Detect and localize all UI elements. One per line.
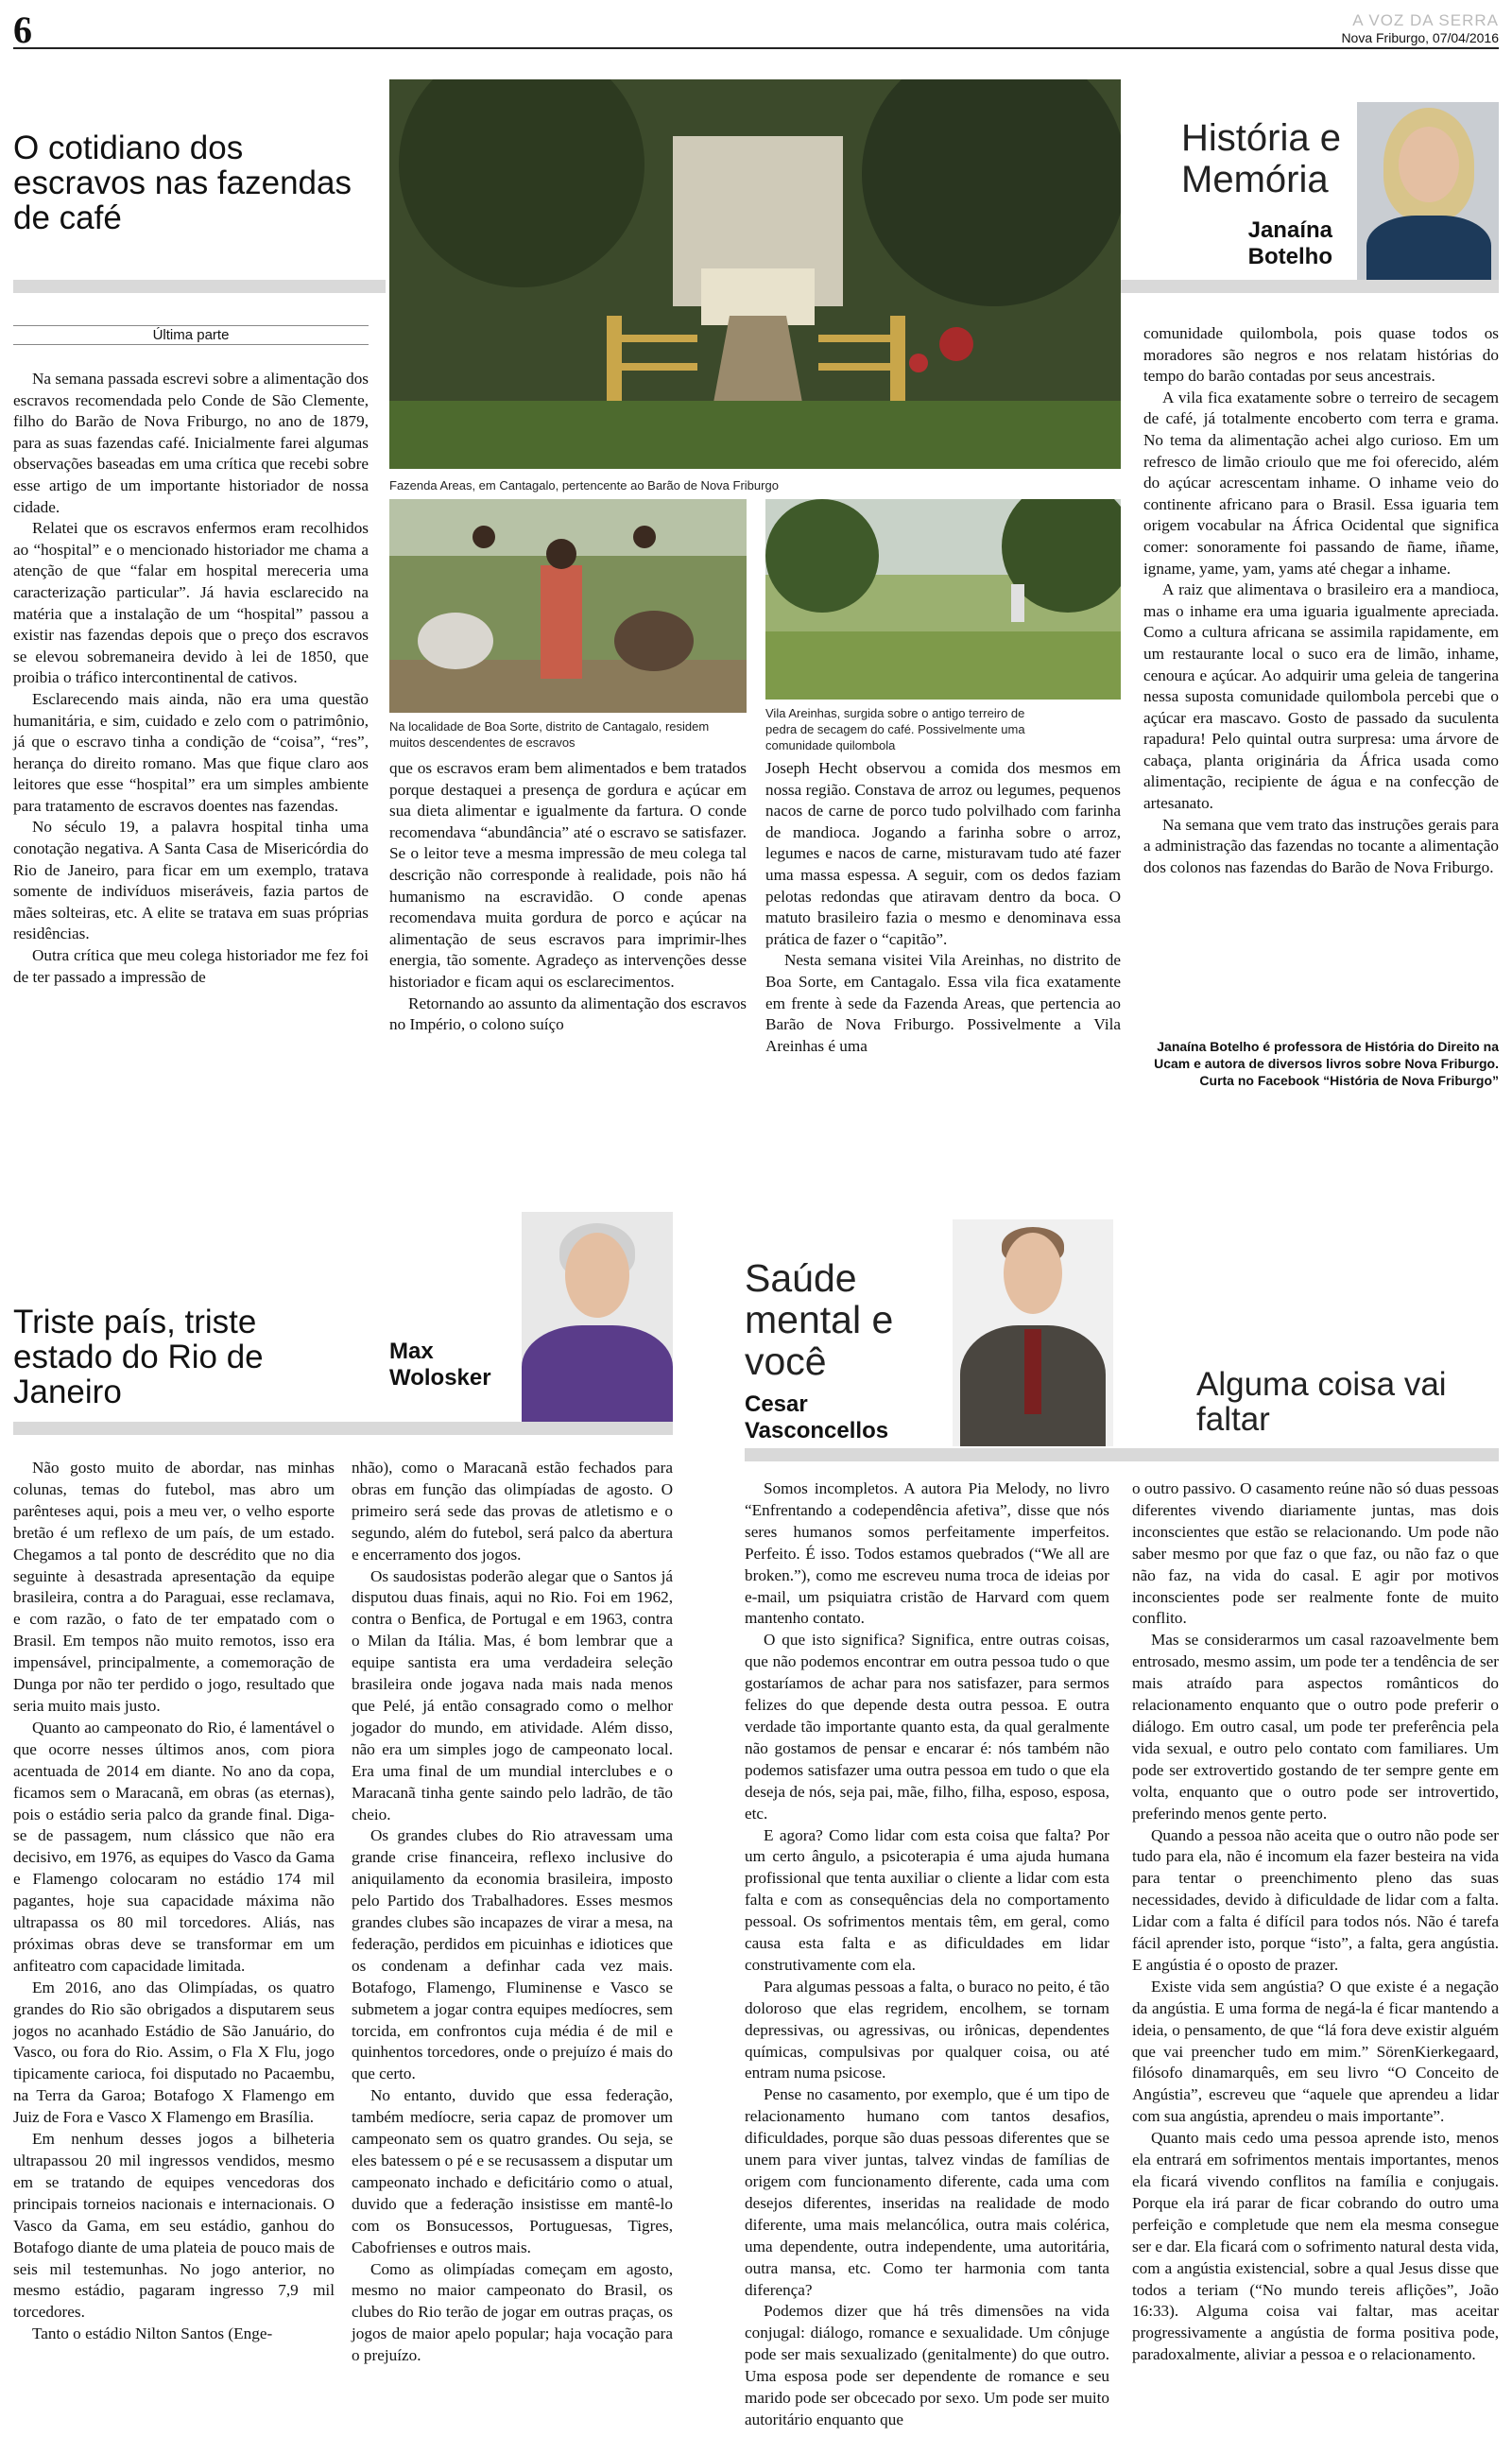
article2-column-2 bbox=[352, 1458, 673, 2367]
paragraph: Os saudosistas poderão alegar que o Santos já disputou duas finais, aqui no Rio. Foi em 1962, contra o Benfica, de Portugal e em 1963, contra o Milan da Itália. Mas, é bom lembrar que a equipe santista era uma verdadeira seleção brasileira onde jogava nada mais nada menos que Pelé, já então consagrado como o melhor jogador do mundo, em atividade. Além disso, não era um simples jogo de campeonato local. Era uma final de um mundial interclubes e o Maracanã tinha gente saindo pelo ladrão, de tão cheio. bbox=[352, 1566, 673, 1823]
paragraph: A raiz que alimentava o brasileiro era a mandioca, mas o inhame era uma iguaria igualmente apreciada. Como a cultura africana se assimila rapidamente, em um restaurante local o suco era de limão, inhame, cenoura e açúcar. Ao adquirir uma geleia de tangerina nessa suposta comunidade quilombola percebi que o açúcar era mascavo. Gosto de passado da suculenta rapadura! Pelo quintal outra surpresa: uma árvore de cabaça, planta originária da África usada como alimentação, recipiente de água e na confecção de artesanato. bbox=[1143, 580, 1499, 813]
article-title: Triste país, triste estado do Rio de Janeiro bbox=[13, 1304, 264, 1410]
paragraph: Quando a pessoa não aceita que o outro não pode ser tudo para ela, não é incomum ela fazer besteira na vida para tentar o preenchimento pleno das suas necessidades, devido à dificuldade de lidar com a falta. Lidar com a falta é difícil para todos nós. Não é tarefa fácil aprender isto, porque “isto”, a falta, gera angústia. E angústia é o oposto de prazer. bbox=[1132, 1825, 1499, 1974]
author-portrait-photo bbox=[1357, 102, 1499, 280]
paragraph: Joseph Hecht observou a comida dos mesmos em nossa região. Constava de arroz ou legumes, pequenos nacos de carne de porco tudo polvilhado com farinha de mandioca. Jogando a farinha sobre o arroz, legumes e nacos de carne, misturavam tudo até fazer uma massa espessa. A seguir, com os dedos faziam pelotas redondas que atiravam dentro da boca. O matuto brasileiro fazia o mesmo e denominava essa prática de fazer o “capitão”. bbox=[765, 759, 1121, 948]
paragraph: Mas se considerarmos um casal razoavelmente bem entrosado, mesmo assim, um pode ter a tendência de ser mais atraído para aspectos românticos do relacionamento enquanto que o outro pode preferir o diálogo. Em outro casal, um pode ter preferência pela vida sexual, e outro pelo contato com familiares. Um pode ser extrovertido gostando de ter sempre gente em volta, enquanto que o outro pode ser introvertido, preferindo menos gente perto. bbox=[1132, 1631, 1499, 1823]
newspaper-brand: A VOZ DA SERRA bbox=[1352, 11, 1499, 29]
author-portrait-photo bbox=[953, 1219, 1113, 1446]
paragraph: Quanto ao campeonato do Rio, é lamentável o que ocorre nesses últimos anos, com piora acentuada de 2014 em diante. No ano da copa, ficamos sem o Maracanã, em obras (as eternas), pois o estádio seria palco da grande final. Diga-se de passagem, num clássico que não era decisivo, em 1976, as equipes do Vasco da Gama e Flamengo colocaram no estádio 174 mil pagantes, hoje sua capacidade máxima não ultrapassa os 80 mil torcedores. Aliás, nas próximas obras deve se transformar em um anfiteatro com capacidade limitada. bbox=[13, 1718, 335, 1975]
paragraph: Para algumas pessoas a falta, o buraco no peito, é tão doloroso que elas regridem, encolhem, se tornam depressivas, ou agressivas, ou irônicas, dependentes químicas, compulsivas por qualquer coisa, ou até entram numa psicose. bbox=[745, 1977, 1109, 2082]
title-bar-right bbox=[1121, 280, 1499, 293]
article1-column-2 bbox=[389, 758, 747, 1036]
photo-fazenda-areas bbox=[389, 79, 1121, 469]
paragraph: E agora? Como lidar com esta coisa que falta? Por um certo ângulo, a psicoterapia é uma ajuda humana profissional que tenta auxiliar o cliente a lidar com esta falta e com as consequências dela no comportamento pessoal. Os sofrimentos mentais têm, em geral, como causa esta falta e as dificuldades em lidar construtivamente com ela. bbox=[745, 1825, 1109, 1974]
paragraph: Quanto mais cedo uma pessoa aprende isto, menos ela entrará em sofrimentos mentais importantes, menos ela ficará vivendo conflitos na família e conjugais. Porque ela irá parar de ficar cobrando do outro uma perfeição e completude que nem ela mesma consegue ser e dar. Ela ficará com o sofrimento natural desta vida, com a angústia existencial, sobre a qual Jesus disse que todos a teriam (“No mundo tereis aflições”, João 16:33). Alguma coisa vai faltar, mas aceitar progressivamente a angústia de forma positiva pode, paradoxalmente, aliviar a pessoa e o relacionamento. bbox=[1132, 2129, 1499, 2364]
article3-column-1 bbox=[745, 1478, 1109, 2431]
photo-left-caption: Na localidade de Boa Sorte, distrito de Cantagalo, residem muitos descendentes de escravos bbox=[389, 719, 710, 750]
author-name: Max Wolosker bbox=[389, 1339, 491, 1391]
paragraph: Somos incompletos. A autora Pia Melody, no livro “Enfrentando a codependência afetiva”, disse que nós seres humanos somos perfeitamente imperfeitos. Perfeito. É isso. Todos estamos quebrados (“We all are broken.”), como me escreveu numa troca de ideias por e-mail, um psiquiatra cristão de Harvard com quem mantenho contato. bbox=[745, 1479, 1109, 1628]
paragraph: Outra crítica que meu colega historiador me fez foi de ter passado a impressão de bbox=[13, 946, 369, 986]
photo-boa-sorte bbox=[389, 499, 747, 713]
paragraph: Na semana que vem trato das instruções gerais para a administração das fazendas no tocante a alimentação dos colonos nas fazendas do Barão de Nova Friburgo. bbox=[1143, 815, 1499, 876]
section-title: História e Memória bbox=[1181, 117, 1341, 200]
people-horses-illustration bbox=[389, 499, 747, 713]
paragraph: No século 19, a palavra hospital tinha uma conotação negativa. A Santa Casa de Misericórdia do Rio de Janeiro, para ficar em um exemplo, tratava somente de indivíduos miseráveis, fazia partos de mães solteiras, etc. A elite se tratava em suas próprias residências. bbox=[13, 818, 369, 943]
article1-column-3 bbox=[765, 758, 1121, 1057]
article3-column-2 bbox=[1132, 1478, 1499, 2366]
paragraph: Em nenhum desses jogos a bilheteria ultrapassou 20 mil ingressos vendidos, mesmo em se tratando de equipes vencedoras dos principais torneios nacionais e internacionais. O Vasco da Gama, em seu estádio, ganhou do Botafogo diante de uma plateia de pouco mais de seis mil testemunhas. No jogo anterior, no mesmo estádio, pagaram ingresso 7,9 mil torcedores. bbox=[13, 2130, 335, 2322]
article-title: Alguma coisa vai faltar bbox=[1196, 1366, 1447, 1438]
photo-main-caption: Fazenda Areas, em Cantagalo, pertencente ao Barão de Nova Friburgo bbox=[389, 478, 779, 493]
masthead bbox=[1341, 11, 1499, 45]
author-portrait-photo bbox=[522, 1212, 673, 1422]
title-bar-left bbox=[13, 280, 386, 293]
farm-gate-illustration bbox=[389, 79, 1121, 469]
paragraph: Não gosto muito de abordar, nas minhas colunas, temas do futebol, mas abro um parênteses aqui, pois a meu ver, o velho esporte bretão é um reflexo de um país, de um estado. Chegamos a tal ponto de descrédito que no dia seguinte à desastrada apresentação da equipe brasileira, contra a do Paraguai, esse reclamava, e com razão, o fato de ter empatado com o Brasil. Em tempos não muito remotos, isso era impensável, principalmente, a comemoração de Dunga por não ter perdido o jogo, resultado que seria muito mais justo. bbox=[13, 1459, 335, 1715]
paragraph: Nesta semana visitei Vila Areinhas, no distrito de Boa Sorte, em Cantagalo. Essa vila fica exatamente em frente à sede da Fazenda Areas, que pertencia ao Barão de Nova Friburgo. Possivelmente a Vila Areinhas é uma bbox=[765, 951, 1121, 1055]
title-bar-article3 bbox=[745, 1448, 1499, 1461]
paragraph: A vila fica exatamente sobre o terreiro de secagem de café, já totalmente encoberto com terra e grama. No tema da alimentação achei algo curioso. Em um refresco de limão crioulo que me foi oferecido, além do açúcar acrescentam inhame. O inhame veio do continente africano para o Brasil. Essa iguaria tem origem vocabular na África Ocidental que significa comer: sonoramente foi passando de ñame, iñame, igname, yame, yam, yams até chegar a inhame. bbox=[1143, 388, 1499, 578]
issue-date: Nova Friburgo, 07/04/2016 bbox=[1341, 30, 1499, 45]
paragraph: nhão), como o Maracanã estão fechados para obras em função das olimpíadas de agosto. O primeiro será sede das provas de atletismo e o segundo, além do futebol, será palco da abertura e encerramento dos jogos. bbox=[352, 1459, 673, 1564]
paragraph: Existe vida sem angústia? O que existe é a negação da angústia. E uma forma de negá-la é ficar mantendo a ideia, o pensamento, de que “lá fora deve existir alguém que vai preencher tudo em mim.” SörenKierkegaard, filósofo dinamarquês, em seu livro “O Conceito de Angústia”, escreveu que “aquele que aprendeu a lidar com sua angústia, aprendeu o mais importante”. bbox=[1132, 1977, 1499, 2126]
paragraph: No entanto, duvido que essa federação, também medíocre, seria capaz de promover um campeonato sem os quatro grandes. Ou seja, se eles batessem o pé e se recusassem a disputar um campeonato inchado e deficitário como o atual, duvido que a federação insistisse em mantê-lo com os Bonsucessos, Portuguesas, Tigres, Cabofrienses e outros mais. bbox=[352, 2086, 673, 2256]
article-title: O cotidiano dos escravos nas fazendas de café bbox=[13, 130, 352, 236]
paragraph: Na semana passada escrevi sobre a alimentação dos escravos recomendada pelo Conde de São Clemente, filho do Barão de Nova Friburgo, no ano de 1879, para as suas fazendas café. Inicialmente farei algumas observações baseadas em uma crítica que recebi sobre esse artigo de um importante historiador de nossa cidade. bbox=[13, 370, 369, 516]
author-name: Janaína Botelho bbox=[1247, 217, 1332, 269]
page-number: 6 bbox=[13, 9, 32, 51]
village-field-illustration bbox=[765, 499, 1121, 700]
paragraph: o outro passivo. O casamento reúne não só duas pessoas diferentes vivendo diariamente juntas, mas dois inconscientes que estão se relacionando. Um pode não saber mesmo por que faz o que faz, ou não faz o que não faz, na vida do casal. E agir por motivos inconscientes pode ser realmente fonte de muito conflito. bbox=[1132, 1479, 1499, 1628]
paragraph: O que isto significa? Significa, entre outras coisas, que não podemos encontrar em outra pessoa tudo o que gostaríamos de achar para nos satisfazer, para sermos felizes do que depende desta outra pessoa. E outra verdade tão importante quanto esta, da qual geralmente não gostamos de pensar e encarar é: nós também não podemos satisfazer uma outra pessoa em tudo o que ela deseja de nós, seja pai, mãe, filho, filha, esposo, esposa, etc. bbox=[745, 1631, 1109, 1823]
paragraph: Retornando ao assunto da alimentação dos escravos no Império, o colono suíço bbox=[389, 994, 747, 1034]
section-title: Saúde mental e você bbox=[745, 1256, 894, 1383]
title-bar-article2 bbox=[13, 1422, 673, 1435]
paragraph: Esclarecendo mais ainda, não era uma questão humanitária, e sim, cuidado e zelo com o patrimônio, já que o escravo tinha a condição de “coisa”, “res”, herança do direito romano. Mas que fique claro aos leitores que esse “hospital” era um simples ambiente para tratamento de escravos doentes nas fazendas. bbox=[13, 689, 369, 815]
article1-column-1 bbox=[13, 369, 369, 988]
paragraph: Os grandes clubes do Rio atravessam uma grande crise financeira, reflexo inclusive do aniquilamento da economia brasileira, imposto pelo Partido dos Trabalhadores. Esses mesmos grandes clubes são incapazes de virar a mesa, na federação, perdidos em picuinhas e idiotices que os condenam a definhar cada vez mais. Botafogo, Flamengo, Fluminense e Vasco se submetem a jogar contra equipes medíocres, sem torcida, em confrontos cuja média é de mil e quinhentos torcedores, onde o prejuízo é mais do que certo. bbox=[352, 1826, 673, 2083]
article2-column-1 bbox=[13, 1458, 335, 2345]
paragraph: Relatei que os escravos enfermos eram recolhidos ao “hospital” e o mencionado historiador me chama a atenção de que “falar em hospital mereceria uma caracterização particular”. Já havia esclarecido na matéria que a instalação de um “hospital” passou a existir nas fazendas depois que o preço dos escravos se elevou sobremaneira devido à lei de 1850, que proibia o tráfico intercontinental de cativos. bbox=[13, 519, 369, 687]
photo-right-caption: Vila Areinhas, surgida sobre o antigo terreiro de pedra de secagem do café. Possivelmente uma comunidade quilombola bbox=[765, 706, 1025, 752]
article1-column-4 bbox=[1143, 323, 1499, 878]
paragraph: que os escravos eram bem alimentados e bem tratados porque destaquei a presença de gordura e açúcar em sua dieta alimentar e igualmente da fartura. O conde recomendava “abundância” até o escravo se satisfazer. Se o leitor teve a mesma impressão de meu colega tal descrição não corresponde à realidade, pois não há humanismo na escravidão. O conde apenas recomendava muita gordura de porco e açúcar na alimentação de seus escravos para imprimir-lhes energia, tão somente. Agradeço as intervenções desse historiador e ficam aqui os esclarecimentos. bbox=[389, 759, 747, 991]
paragraph: Tanto o estádio Nilton Santos (Enge- bbox=[32, 2324, 273, 2343]
paragraph: Em 2016, ano das Olimpíadas, os quatro grandes do Rio são obrigados a disputarem seus jogos no acanhado Estádio de São Januário, do Vasco, ou fora do Rio. Assim, o Fla X Flu, jogo tipicamente carioca, foi disputado no Pacaembu, na Terra da Garoa; Botafogo X Flamengo em Juiz de Fora e Vasco X Flamengo em Brasília. bbox=[13, 1978, 335, 2127]
author-name: Cesar Vasconcellos bbox=[745, 1391, 889, 1443]
subhead: Última parte bbox=[13, 325, 369, 345]
photo-vila-areinhas bbox=[765, 499, 1121, 700]
paragraph: Podemos dizer que há três dimensões na vida conjugal: diálogo, romance e sexualidade. Um cônjuge pode ser mais sexualizado (genitalmente) do que outro. Uma esposa pode ser dependente de romance e seu marido pode ser obcecado por sexo. Um pode ser muito autoritário enquanto que bbox=[745, 2302, 1109, 2428]
paragraph: Pense no casamento, por exemplo, que é um tipo de relacionamento humano com tantos desafios, dificuldades, porque são duas pessoas diferentes que se unem para viver juntas, talvez vindas de famílias de origem com funcionamento diferente, cada uma com desejos diferentes, inseridas na realidade de modo diferente, uma mais melancólica, outra mais colérica, uma dependente, outra independente, uma autoritária, outra mansa, etc. Como ter harmonia com tanta diferença? bbox=[745, 2085, 1109, 2299]
paragraph: comunidade quilombola, pois quase todos os moradores são negros e nos relatam histórias do tempo do barão contadas por seus ancestrais. bbox=[1143, 324, 1499, 386]
header-rule bbox=[13, 47, 1499, 49]
paragraph: Como as olimpíadas começam em agosto, mesmo no maior campeonato do Brasil, os clubes do Rio terão de jogar em outras praças, os jogos de maior apelo popular; haja vocação para o prejuízo. bbox=[352, 2259, 673, 2365]
author-bio: Janaína Botelho é professora de História do Direito na Ucam e autora de diversos livros sobre Nova Friburgo. Curta no Facebook “História de Nova Friburgo” bbox=[1154, 1039, 1499, 1088]
